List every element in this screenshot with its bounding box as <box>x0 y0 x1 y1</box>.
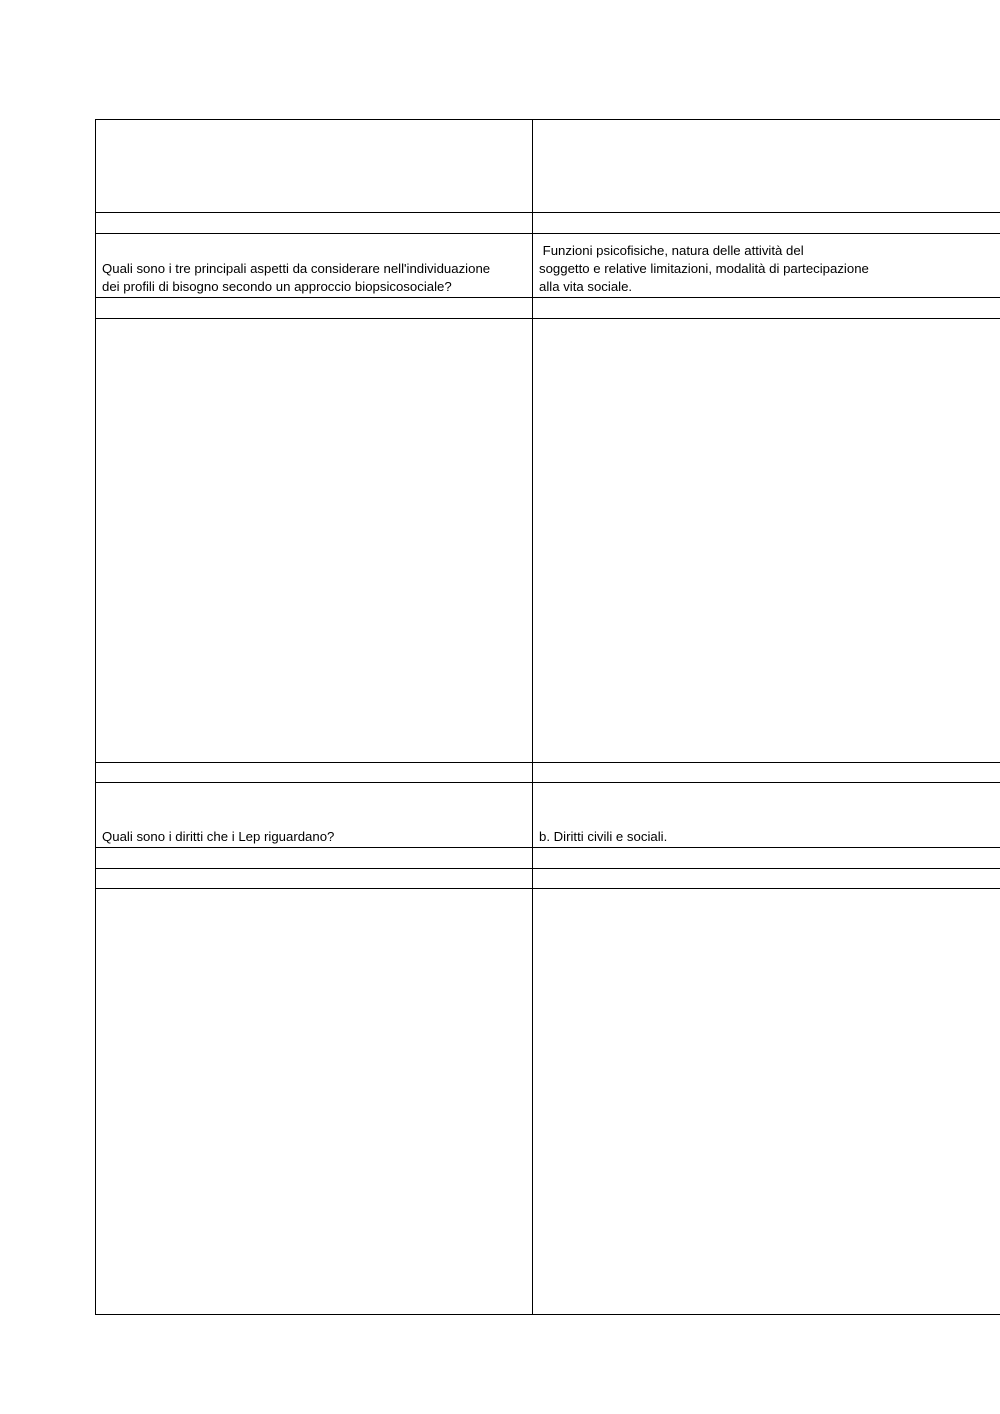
question-text-line: dei profili di bisogno secondo un approccio biopsicosociale? <box>102 279 452 294</box>
table-row <box>96 234 1000 298</box>
question-text-line: Quali sono i tre principali aspetti da considerare nell'individuazione <box>102 261 491 276</box>
table-row <box>96 213 1000 234</box>
table-row <box>96 889 1000 1315</box>
question-cell <box>96 319 533 763</box>
question-cell <box>96 213 533 234</box>
question-cell <box>96 234 533 298</box>
answer-cell <box>533 213 1000 234</box>
answer-cell <box>533 763 1000 783</box>
answer-cell <box>533 848 1000 869</box>
qa-table <box>95 119 1000 1315</box>
question-cell <box>96 120 533 213</box>
question-text-line: Quali sono i diritti che i Lep riguardano? <box>102 829 335 844</box>
answer-text-line: soggetto e relative limitazioni, modalità di partecipazione <box>539 261 869 276</box>
question-cell <box>96 763 533 783</box>
answer-cell <box>533 298 1000 319</box>
answer-cell <box>533 319 1000 763</box>
answer-text-line: Funzioni psicofisiche, natura delle attività del <box>539 243 804 258</box>
question-cell <box>96 298 533 319</box>
table-row <box>96 763 1000 783</box>
table-row <box>96 869 1000 889</box>
answer-cell <box>533 869 1000 889</box>
question-cell <box>96 783 533 848</box>
answer-text-line: alla vita sociale. <box>539 279 633 294</box>
answer-cell <box>533 889 1000 1315</box>
table-row <box>96 120 1000 213</box>
answer-cell <box>533 234 1000 298</box>
table-row <box>96 848 1000 869</box>
answer-cell <box>533 783 1000 848</box>
question-cell <box>96 869 533 889</box>
question-cell <box>96 889 533 1315</box>
question-cell <box>96 848 533 869</box>
table-row <box>96 319 1000 763</box>
answer-cell <box>533 120 1000 213</box>
answer-text-line: b. Diritti civili e sociali. <box>539 829 668 844</box>
table-row <box>96 783 1000 848</box>
table-row <box>96 298 1000 319</box>
